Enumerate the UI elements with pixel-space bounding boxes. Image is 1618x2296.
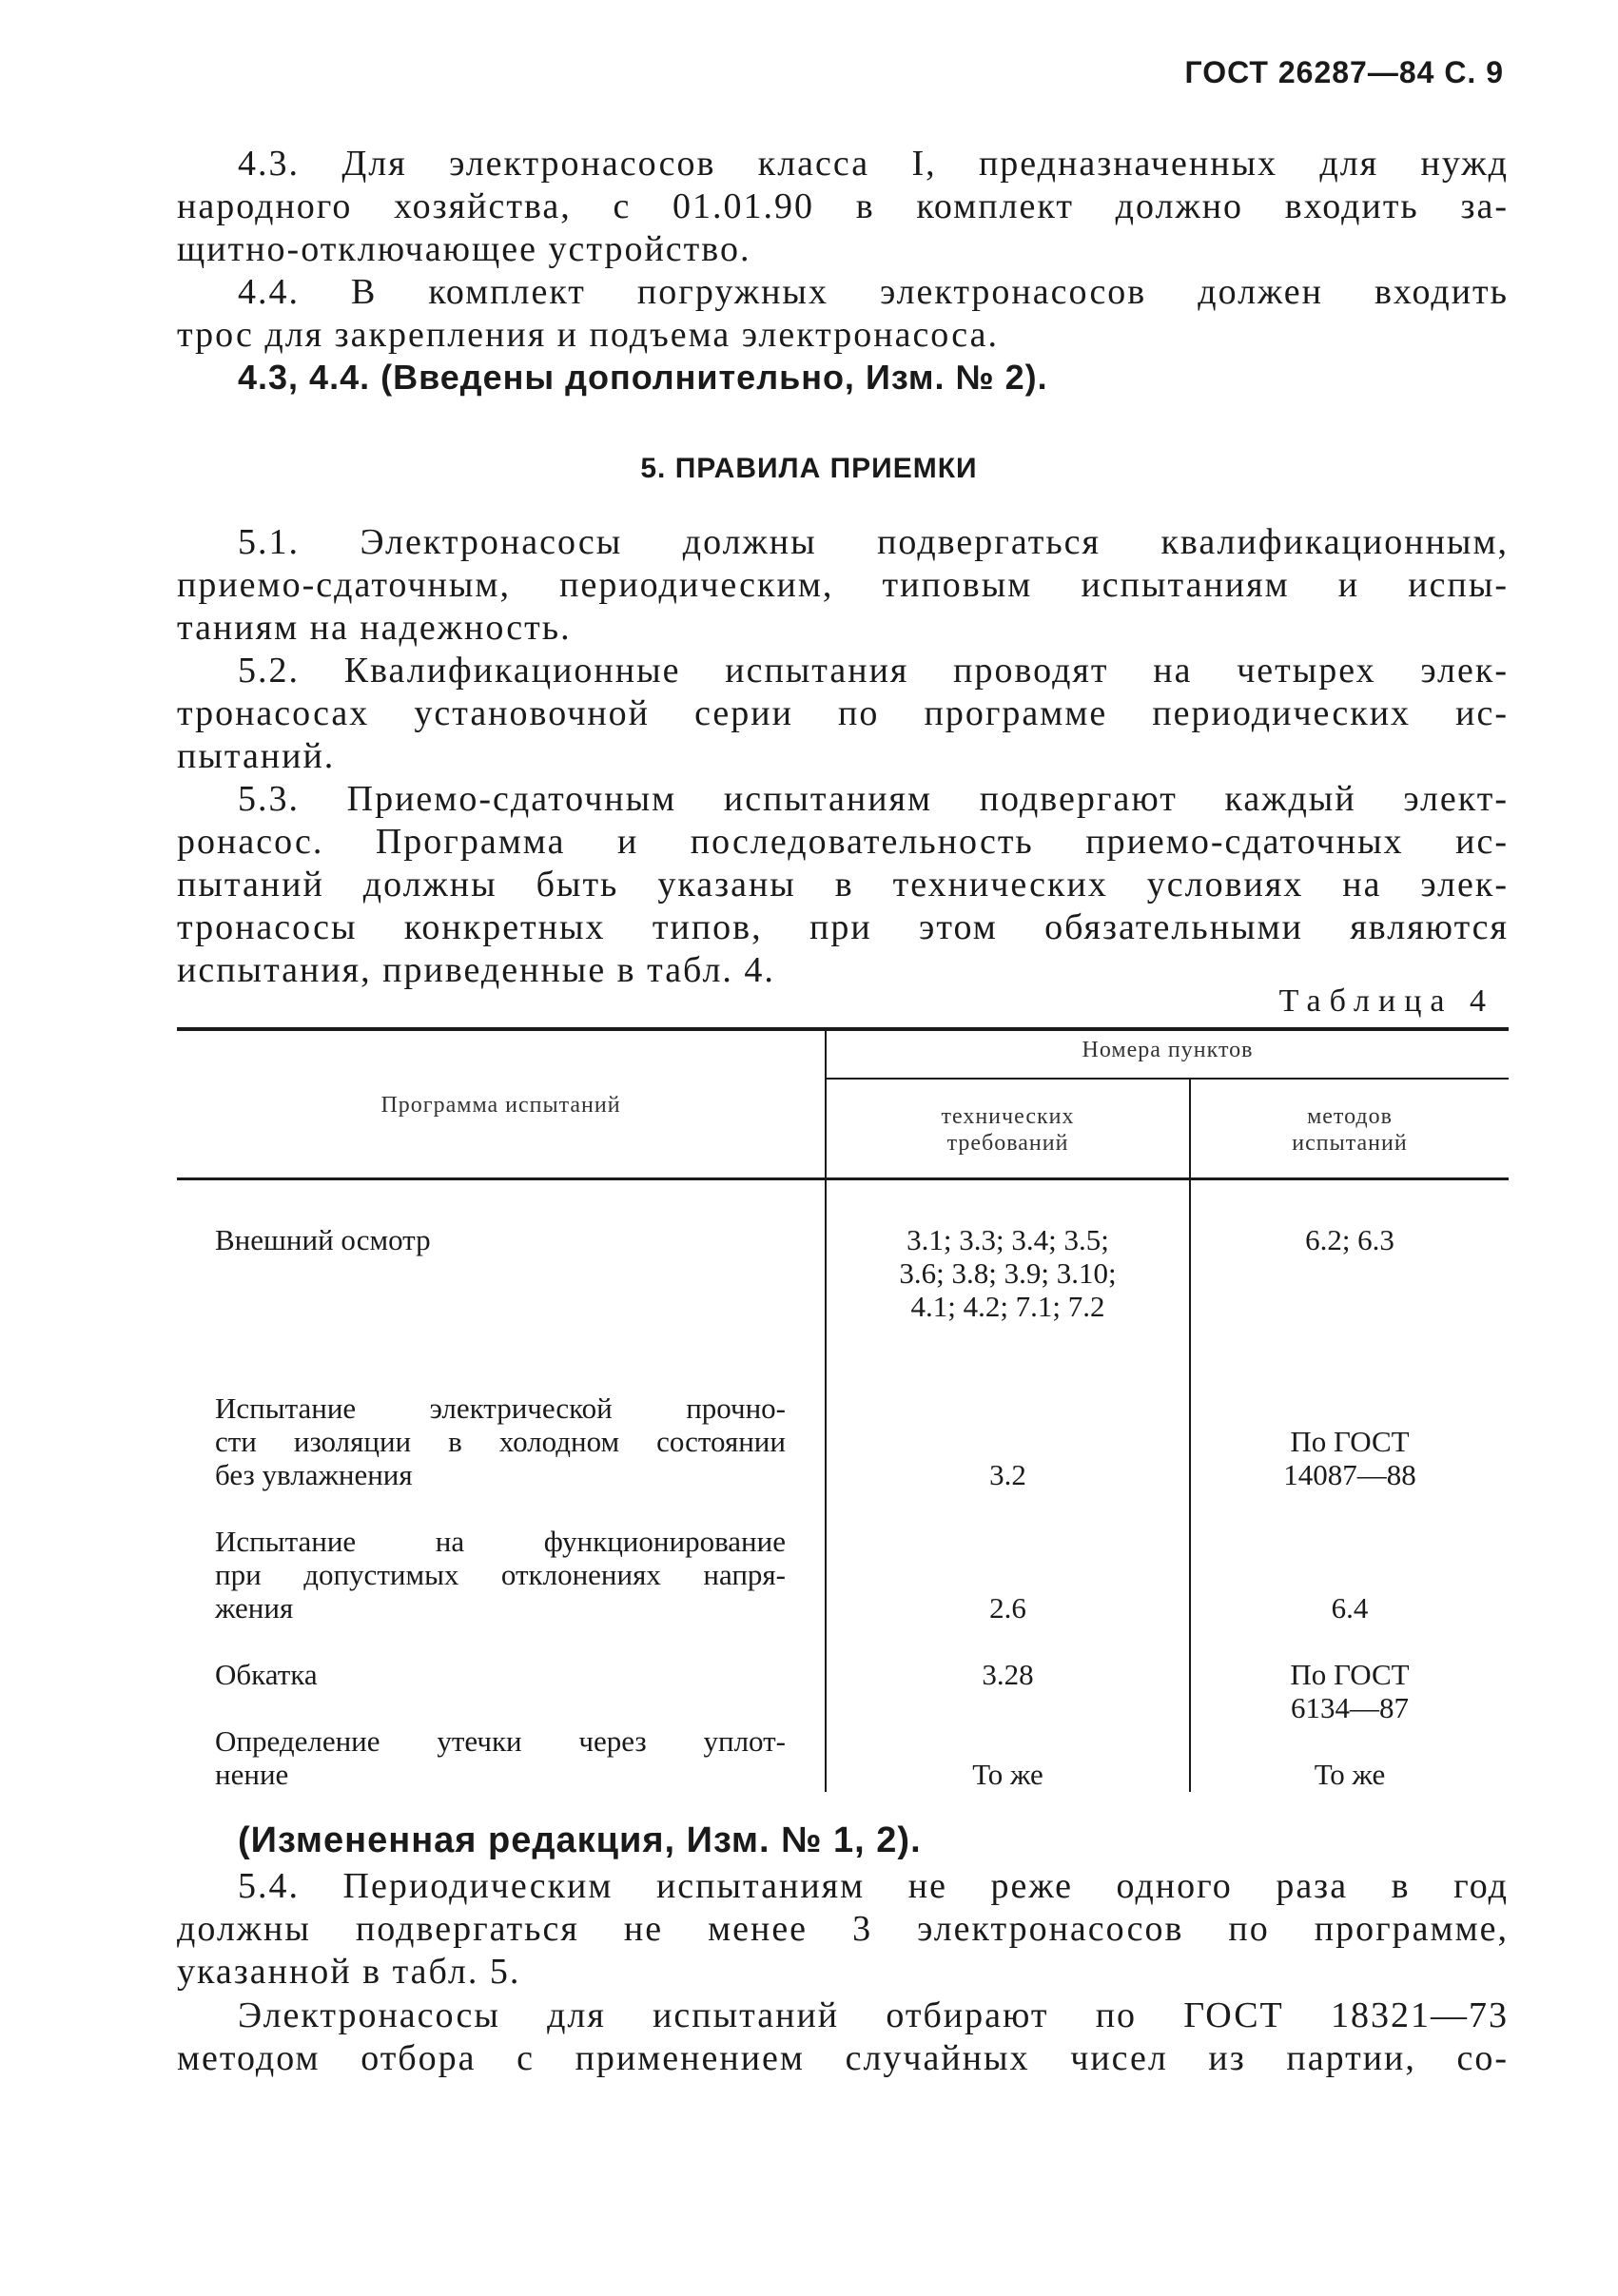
cell-line: 6.4	[1331, 1591, 1369, 1625]
table-caption: Таблица 4	[1278, 983, 1494, 1019]
cell-line: То же	[1314, 1758, 1386, 1791]
header-line: методов	[1307, 1104, 1393, 1129]
cell-line: нение	[215, 1758, 289, 1791]
table-row-1-program	[215, 1223, 786, 1256]
text-line: приемо-сдаточным, периодическим, типовым испытаниям и испы-	[177, 565, 1509, 605]
cell-line: 3.6; 3.8; 3.9; 3.10;	[899, 1256, 1117, 1290]
text-line: Электронасосы для испытаний отбирают по ГОСТ 18321—73	[238, 1995, 1509, 2035]
table-row-2-tech	[827, 1458, 1189, 1491]
paragraph-4-3	[177, 143, 1509, 271]
text-line: таниям на надежность.	[177, 608, 572, 648]
table-row-3-tech	[827, 1591, 1189, 1625]
table-row-4-tech	[827, 1658, 1189, 1691]
cell-line: жения	[215, 1591, 294, 1625]
header-line: требований	[946, 1131, 1069, 1156]
text-line: испытания, приведенные в табл. 4.	[177, 950, 775, 990]
table-row-2-program	[215, 1391, 786, 1491]
header-bottom-rule	[177, 1177, 1509, 1180]
text-line: пытаний должны быть указаны в технических условиях на элек-	[177, 865, 1509, 905]
paragraph-5-2	[177, 650, 1509, 778]
cell-line: Испытание электрической прочно-	[215, 1391, 786, 1425]
table-row-4-program	[215, 1658, 786, 1691]
amendment-note-2	[177, 1819, 1509, 1862]
cell-line: 4.1; 4.2; 7.1; 7.2	[910, 1290, 1105, 1323]
text-line	[177, 1819, 1509, 1862]
cell-line: 3.2	[989, 1458, 1026, 1491]
cell-line: Внешний осмотр	[215, 1223, 431, 1256]
cell-line: 6134—87	[1291, 1691, 1409, 1724]
text-line: трос для закрепления и подъема электронасоса.	[177, 315, 999, 355]
text-line: 5.3. Приемо-сдаточным испытаниям подвергают каждый элект-	[238, 779, 1509, 819]
cell-line: Испытание на функционирование	[215, 1525, 786, 1558]
amendment-note-text: 4.3, 4.4. (Введены дополнительно, Изм. № 2).	[238, 358, 1048, 397]
table-row-2-method	[1191, 1425, 1509, 1491]
text-line: тронасосы конкретных типов, при этом обязательными являются	[177, 907, 1509, 947]
paragraph-5-1	[177, 521, 1509, 650]
text-line: народного хозяйства, с 01.01.90 в комплект должно входить за-	[177, 186, 1509, 226]
header-line: испытаний	[1292, 1131, 1408, 1156]
amendment-note-text: (Измененная редакция, Изм. № 1, 2).	[238, 1820, 922, 1860]
cell-line: То же	[972, 1758, 1043, 1791]
header-tech-req	[827, 1103, 1189, 1157]
cell-line: Обкатка	[215, 1658, 318, 1691]
text-line: 5.1. Электронасосы должны подвергаться квалификационным,	[238, 522, 1509, 562]
paragraph-4-4	[177, 271, 1509, 357]
header-test-methods	[1191, 1103, 1509, 1157]
section-title: 5. ПРАВИЛА ПРИЕМКИ	[640, 453, 978, 484]
table-row-5-tech	[827, 1758, 1189, 1791]
cell-line: 14087—88	[1283, 1458, 1416, 1491]
cell-line: По ГОСТ	[1290, 1658, 1410, 1691]
table-row-5-method	[1191, 1758, 1509, 1791]
text-line: пытаний.	[177, 736, 336, 776]
text-line: тронасосах установочной серии по программе периодических ис-	[177, 693, 1509, 733]
text-line: 4.3. Для электронасосов класса I, предназначенных для нужд	[238, 144, 1509, 184]
header-group: Номера пунктов	[1082, 1038, 1254, 1062]
table-row-5-program	[215, 1724, 786, 1791]
paragraph-selection	[177, 1994, 1509, 2080]
table-row-3-program	[215, 1525, 786, 1625]
text-line: 5.4. Периодическим испытаниям не реже одного раза в год	[238, 1866, 1509, 1906]
cell-line: Определение утечки через уплот-	[215, 1724, 786, 1758]
paragraph-5-3	[177, 778, 1509, 992]
text-line: должны подвергаться не менее 3 электронасосов по программе,	[177, 1909, 1509, 1949]
text-line: методом отбора с применением случайных чисел из партии, со-	[177, 2038, 1509, 2078]
cell-line: 3.1; 3.3; 3.4; 3.5;	[906, 1223, 1109, 1256]
table-row-3-method	[1191, 1591, 1509, 1625]
cell-line: без увлажнения	[215, 1458, 413, 1491]
cell-line: По ГОСТ	[1290, 1425, 1410, 1458]
header-group-rule	[827, 1078, 1509, 1080]
text-line: щитно-отключающее устройство.	[177, 229, 751, 269]
text-line: указанной в табл. 5.	[177, 1952, 521, 1992]
text-line: 4.4. В комплект погружных электронасосов должен входить	[238, 272, 1509, 312]
page-header: ГОСТ 26287—84 С. 9	[1184, 55, 1504, 89]
text-line: 5.2. Квалификационные испытания проводят на четырех элек-	[238, 651, 1509, 691]
paragraph-5-4	[177, 1865, 1509, 1994]
cell-line: 2.6	[989, 1591, 1026, 1625]
text-line	[177, 356, 1509, 399]
cell-line: 3.28	[982, 1658, 1034, 1691]
cell-line: сти изоляции в холодном состоянии	[215, 1425, 786, 1458]
cell-line: 6.2; 6.3	[1305, 1223, 1394, 1256]
cell-line: при допустимых отклонениях напря-	[215, 1558, 786, 1591]
table-row-1-method	[1191, 1223, 1509, 1256]
amendment-note-1	[177, 356, 1509, 399]
table-row-4-method	[1191, 1658, 1509, 1724]
table-row-1-tech	[827, 1223, 1189, 1323]
header-program: Программа испытаний	[380, 1093, 621, 1118]
table-top-rule	[177, 1027, 1509, 1031]
header-line: технических	[941, 1104, 1075, 1129]
text-line: ронасос. Программа и последовательность приемо-сдаточных ис-	[177, 822, 1509, 862]
